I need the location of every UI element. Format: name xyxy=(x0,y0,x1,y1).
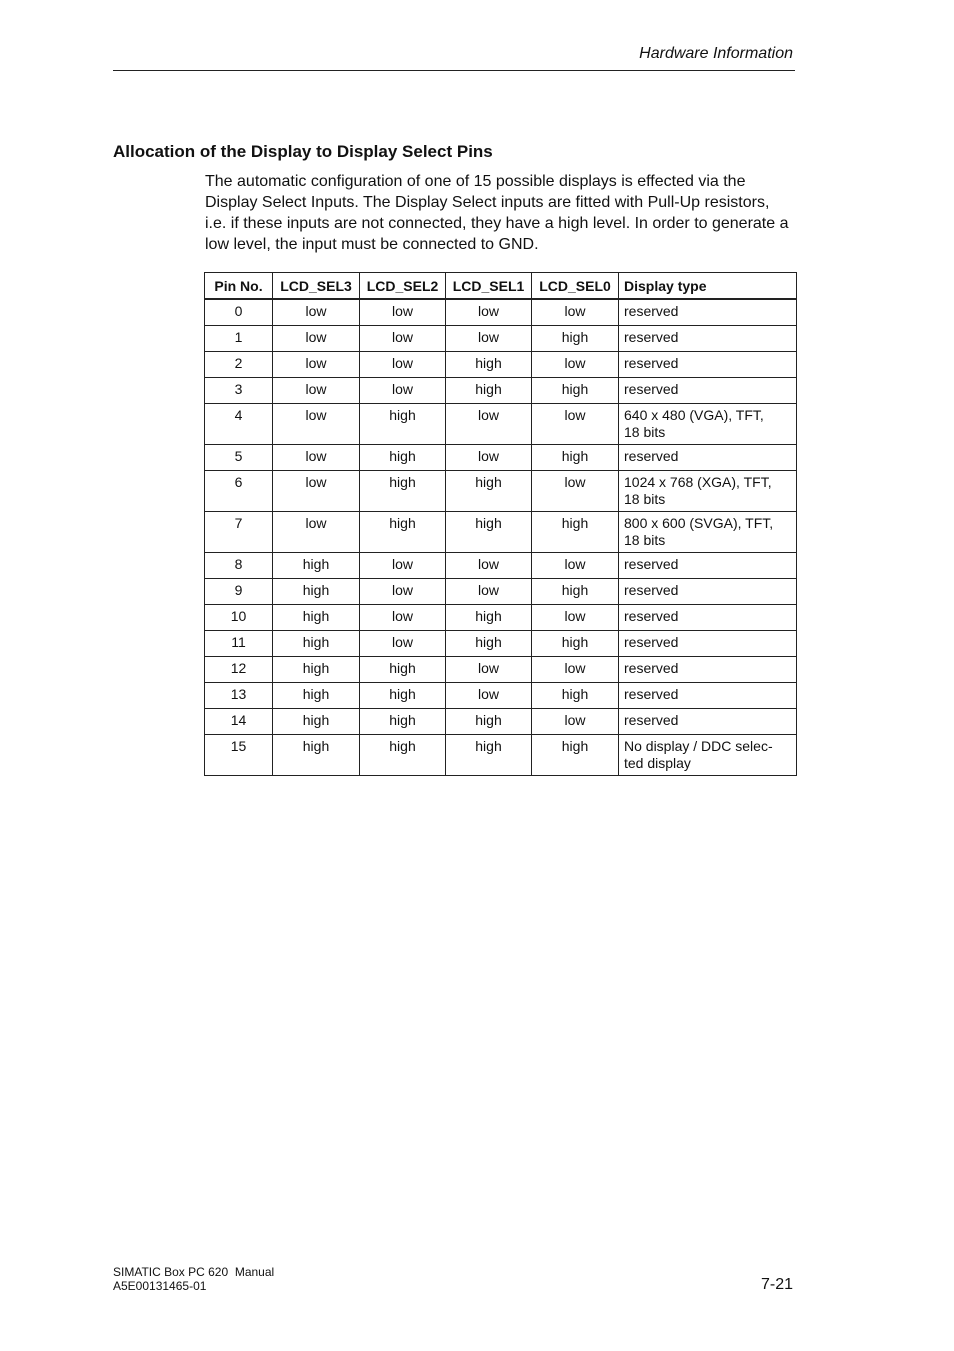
lcd-sel3-cell: high xyxy=(273,683,360,709)
lcd-sel2-cell: high xyxy=(360,512,446,553)
page-number: 7-21 xyxy=(760,1276,793,1293)
lcd-sel0-cell: high xyxy=(532,445,619,471)
display-type-cell xyxy=(619,683,797,709)
display-type-line: No display / DDC selec- xyxy=(624,738,773,754)
table-row xyxy=(205,326,797,352)
table-row xyxy=(205,512,797,553)
table-row xyxy=(205,352,797,378)
intro-line: The automatic configuration of one of 15 possible displays is effected via the xyxy=(205,173,746,190)
display-type-line: reserved xyxy=(624,303,679,319)
display-type-line: reserved xyxy=(624,686,679,702)
lcd-sel0-cell: low xyxy=(532,352,619,378)
lcd-sel0-cell: high xyxy=(532,683,619,709)
lcd-sel2-cell: low xyxy=(360,605,446,631)
pin-cell: 4 xyxy=(205,404,273,445)
display-type-line: reserved xyxy=(624,355,679,371)
lcd-sel1-cell: high xyxy=(446,471,532,512)
lcd-sel3-cell: high xyxy=(273,709,360,735)
lcd-sel3-cell: low xyxy=(273,352,360,378)
display-type-cell xyxy=(619,378,797,404)
display-type-line: 18 bits xyxy=(624,491,666,507)
display-type-line: reserved xyxy=(624,556,679,572)
column-header-pin: Pin No. xyxy=(205,273,273,300)
column-header-lcd-sel2: LCD_SEL2 xyxy=(360,273,446,300)
display-type-cell xyxy=(619,471,797,512)
display-type-cell xyxy=(619,579,797,605)
lcd-sel3-cell: low xyxy=(273,326,360,352)
table-row xyxy=(205,378,797,404)
display-type-cell xyxy=(619,657,797,683)
lcd-sel0-cell: low xyxy=(532,404,619,445)
lcd-sel3-cell: low xyxy=(273,299,360,326)
lcd-sel2-cell: low xyxy=(360,299,446,326)
display-type-line: 800 x 600 (SVGA), TFT, xyxy=(624,515,774,531)
pin-cell: 1 xyxy=(205,326,273,352)
column-header-lcd-sel3: LCD_SEL3 xyxy=(273,273,360,300)
lcd-sel3-cell: low xyxy=(273,404,360,445)
lcd-sel0-cell: high xyxy=(532,631,619,657)
pin-cell: 5 xyxy=(205,445,273,471)
display-type-cell xyxy=(619,299,797,326)
display-type-cell xyxy=(619,735,797,776)
lcd-sel2-cell: low xyxy=(360,326,446,352)
display-type-line: ted display xyxy=(624,755,691,771)
pin-cell: 15 xyxy=(205,735,273,776)
table-row xyxy=(205,631,797,657)
lcd-sel3-cell: low xyxy=(273,445,360,471)
display-type-line: reserved xyxy=(624,381,679,397)
lcd-sel0-cell: high xyxy=(532,378,619,404)
pin-cell: 13 xyxy=(205,683,273,709)
display-select-table xyxy=(204,272,797,776)
pin-cell: 9 xyxy=(205,579,273,605)
pin-cell: 0 xyxy=(205,299,273,326)
table-header-row xyxy=(205,273,797,300)
pin-cell: 12 xyxy=(205,657,273,683)
pin-cell: 6 xyxy=(205,471,273,512)
lcd-sel1-cell: high xyxy=(446,352,532,378)
display-type-cell xyxy=(619,404,797,445)
table-row xyxy=(205,683,797,709)
lcd-sel1-cell: low xyxy=(446,445,532,471)
lcd-sel2-cell: high xyxy=(360,404,446,445)
lcd-sel1-cell: low xyxy=(446,683,532,709)
lcd-sel0-cell: low xyxy=(532,605,619,631)
lcd-sel1-cell: low xyxy=(446,299,532,326)
header-rule xyxy=(113,70,795,71)
table-row xyxy=(205,553,797,579)
display-type-line: reserved xyxy=(624,582,679,598)
table-row xyxy=(205,657,797,683)
display-type-cell xyxy=(619,709,797,735)
lcd-sel3-cell: high xyxy=(273,579,360,605)
lcd-sel0-cell: low xyxy=(532,657,619,683)
table-row xyxy=(205,605,797,631)
display-type-line: 18 bits xyxy=(624,424,666,440)
display-type-line: 18 bits xyxy=(624,532,666,548)
display-type-cell xyxy=(619,605,797,631)
intro-paragraph xyxy=(205,171,797,255)
lcd-sel0-cell: low xyxy=(532,709,619,735)
running-header: Hardware Information xyxy=(639,45,793,62)
lcd-sel0-cell: high xyxy=(532,326,619,352)
lcd-sel2-cell: low xyxy=(360,378,446,404)
lcd-sel2-cell: low xyxy=(360,352,446,378)
lcd-sel2-cell: low xyxy=(360,631,446,657)
intro-line: low level, the input must be connected to GND. xyxy=(205,236,539,253)
lcd-sel3-cell: high xyxy=(273,605,360,631)
lcd-sel0-cell: low xyxy=(532,553,619,579)
lcd-sel0-cell: high xyxy=(532,579,619,605)
display-type-cell xyxy=(619,512,797,553)
lcd-sel3-cell: high xyxy=(273,657,360,683)
lcd-sel2-cell: high xyxy=(360,471,446,512)
display-type-cell xyxy=(619,553,797,579)
display-type-line: reserved xyxy=(624,712,679,728)
lcd-sel1-cell: high xyxy=(446,605,532,631)
column-header-lcd-sel1: LCD_SEL1 xyxy=(446,273,532,300)
display-type-line: 640 x 480 (VGA), TFT, xyxy=(624,407,764,423)
lcd-sel0-cell: high xyxy=(532,512,619,553)
lcd-sel1-cell: low xyxy=(446,404,532,445)
lcd-sel3-cell: high xyxy=(273,553,360,579)
display-type-line: reserved xyxy=(624,329,679,345)
lcd-sel1-cell: low xyxy=(446,657,532,683)
table-row xyxy=(205,471,797,512)
table-row xyxy=(205,735,797,776)
order-number: A5E00131465-01 xyxy=(113,1279,207,1293)
lcd-sel1-cell: low xyxy=(446,326,532,352)
table-row xyxy=(205,299,797,326)
lcd-sel3-cell: low xyxy=(273,512,360,553)
lcd-sel1-cell: high xyxy=(446,512,532,553)
lcd-sel1-cell: high xyxy=(446,631,532,657)
intro-line: Display Select Inputs. The Display Select inputs are fitted with Pull-Up resistors, xyxy=(205,194,770,211)
lcd-sel2-cell: high xyxy=(360,709,446,735)
display-type-cell xyxy=(619,352,797,378)
pin-cell: 8 xyxy=(205,553,273,579)
table-row xyxy=(205,404,797,445)
display-type-cell xyxy=(619,326,797,352)
lcd-sel2-cell: low xyxy=(360,553,446,579)
display-type-line: reserved xyxy=(624,448,679,464)
lcd-sel0-cell: low xyxy=(532,471,619,512)
lcd-sel2-cell: low xyxy=(360,579,446,605)
table-body xyxy=(205,299,797,776)
lcd-sel1-cell: low xyxy=(446,579,532,605)
table-row xyxy=(205,445,797,471)
pin-cell: 7 xyxy=(205,512,273,553)
display-type-line: 1024 x 768 (XGA), TFT, xyxy=(624,474,772,490)
footer-info xyxy=(113,1265,274,1293)
display-type-line: reserved xyxy=(624,608,679,624)
table-row xyxy=(205,709,797,735)
lcd-sel2-cell: high xyxy=(360,683,446,709)
section-heading: Allocation of the Display to Display Select Pins xyxy=(113,142,493,161)
lcd-sel2-cell: high xyxy=(360,445,446,471)
lcd-sel1-cell: high xyxy=(446,735,532,776)
pin-cell: 11 xyxy=(205,631,273,657)
lcd-sel2-cell: high xyxy=(360,735,446,776)
table-row xyxy=(205,579,797,605)
manual-title: SIMATIC Box PC 620 Manual xyxy=(113,1265,275,1279)
pin-cell: 3 xyxy=(205,378,273,404)
lcd-sel0-cell: low xyxy=(532,299,619,326)
lcd-sel1-cell: high xyxy=(446,378,532,404)
display-type-cell xyxy=(619,445,797,471)
lcd-sel3-cell: high xyxy=(273,735,360,776)
column-header-lcd-sel0: LCD_SEL0 xyxy=(532,273,619,300)
lcd-sel0-cell: high xyxy=(532,735,619,776)
lcd-sel2-cell: high xyxy=(360,657,446,683)
lcd-sel3-cell: high xyxy=(273,631,360,657)
lcd-sel1-cell: low xyxy=(446,553,532,579)
lcd-sel3-cell: low xyxy=(273,378,360,404)
lcd-sel3-cell: low xyxy=(273,471,360,512)
display-type-cell xyxy=(619,631,797,657)
intro-line: i.e. if these inputs are not connected, they have a high level. In order to generate a xyxy=(205,215,789,232)
pin-cell: 10 xyxy=(205,605,273,631)
display-type-line: reserved xyxy=(624,634,679,650)
pin-cell: 2 xyxy=(205,352,273,378)
lcd-sel1-cell: high xyxy=(446,709,532,735)
display-type-line: reserved xyxy=(624,660,679,676)
pin-cell: 14 xyxy=(205,709,273,735)
column-header-display-type: Display type xyxy=(619,273,797,300)
